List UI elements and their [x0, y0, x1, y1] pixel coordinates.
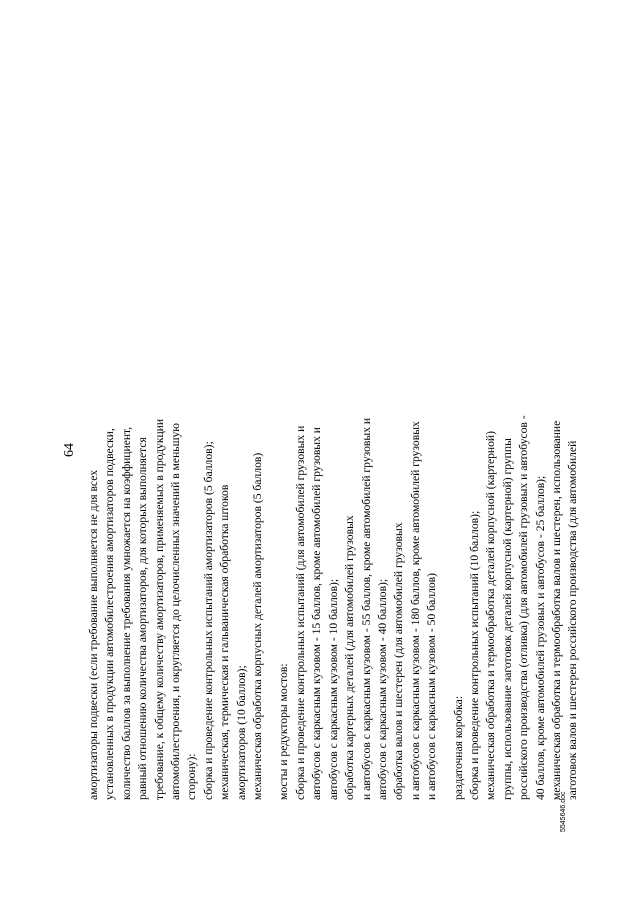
- paragraph: [86, 80, 266, 800]
- text-line: раздаточная коробка:: [451, 695, 465, 800]
- text-line: сборка и проведение контрольных испытаний (10 баллов);: [467, 510, 481, 800]
- text-line: механическая обработка корпусных деталей амортизаторов (5 баллов): [251, 452, 265, 800]
- text-line: механическая обработка и термообработка валов и шестерен, использование: [549, 420, 563, 800]
- text-line: сторону):: [185, 753, 199, 800]
- text-line: сборка и проведение контрольных испытаний (для автомобилей грузовых и: [293, 425, 307, 800]
- text-line: сборка и проведение контрольных испытаний амортизаторов (5 баллов);: [201, 441, 215, 800]
- footer-filename: 5545646.doc: [560, 791, 567, 832]
- text-line: амортизаторов (10 баллов);: [234, 665, 248, 800]
- text-line: обработка картерных деталей (для автомобилей грузовых: [343, 515, 357, 800]
- paragraph-gap: [441, 80, 451, 800]
- text-line: автобусов с каркасным кузовом - 15 баллов, кроме автомобилей грузовых и: [310, 427, 324, 800]
- rotated-page-content: [60, 60, 580, 840]
- paragraph: [276, 80, 440, 800]
- text-line: равный отношению количества амортизаторов, для которых выполняется: [136, 437, 150, 800]
- text-line: заготовок валов и шестерен российского производства (для автомобилей: [566, 440, 580, 800]
- text-line: автомобилестроения, и округляется до целочисленных значений в меньшую: [169, 423, 183, 800]
- body-text: [86, 80, 582, 800]
- text-line: группы, использование заготовок деталей корпусной (картерной) группы: [500, 438, 514, 800]
- paragraph: [451, 80, 582, 800]
- text-line: механическая, термическая и гальваническая обработка штоков: [218, 484, 232, 800]
- text-line: требование, к общему количеству амортизаторов, применяемых в продукции: [152, 418, 166, 800]
- text-line: и автобусов с каркасным кузовом - 180 баллов, кроме автомобилей грузовых: [408, 421, 422, 800]
- text-line: обработка валов и шестерен (для автомобилей грузовых: [392, 522, 406, 800]
- page-number: 64: [62, 443, 77, 457]
- text-line: автобусов с каркасным кузовом - 40 баллов);: [375, 578, 389, 800]
- text-line: установленных в продукции автомобилестроения амортизаторов подвески,: [103, 428, 117, 800]
- text-line: амортизаторы подвески (если требование выполняется не для всех: [87, 469, 100, 800]
- text-line: 40 баллов, кроме автомобилей грузовых и автобусов - 25 баллов);: [533, 475, 547, 800]
- text-line: механическая обработка и термообработка деталей корпусной (картерной): [484, 431, 498, 800]
- text-line: автобусов с каркасным кузовом - 10 баллов);: [326, 578, 340, 800]
- text-line: российского производства (отливка) (для автомобилей грузовых и автобусов -: [517, 415, 531, 800]
- text-line: мосты и редукторы мостов:: [277, 663, 291, 800]
- text-line: и автобусов с каркасным кузовом - 55 баллов, кроме автомобилей грузовых и: [359, 417, 373, 800]
- text-line: и автобусов с каркасным кузовом - 50 баллов): [425, 572, 439, 800]
- paragraph-gap: [266, 80, 276, 800]
- text-line: количество баллов за выполнение требования умножается на коэффициент,: [119, 426, 133, 800]
